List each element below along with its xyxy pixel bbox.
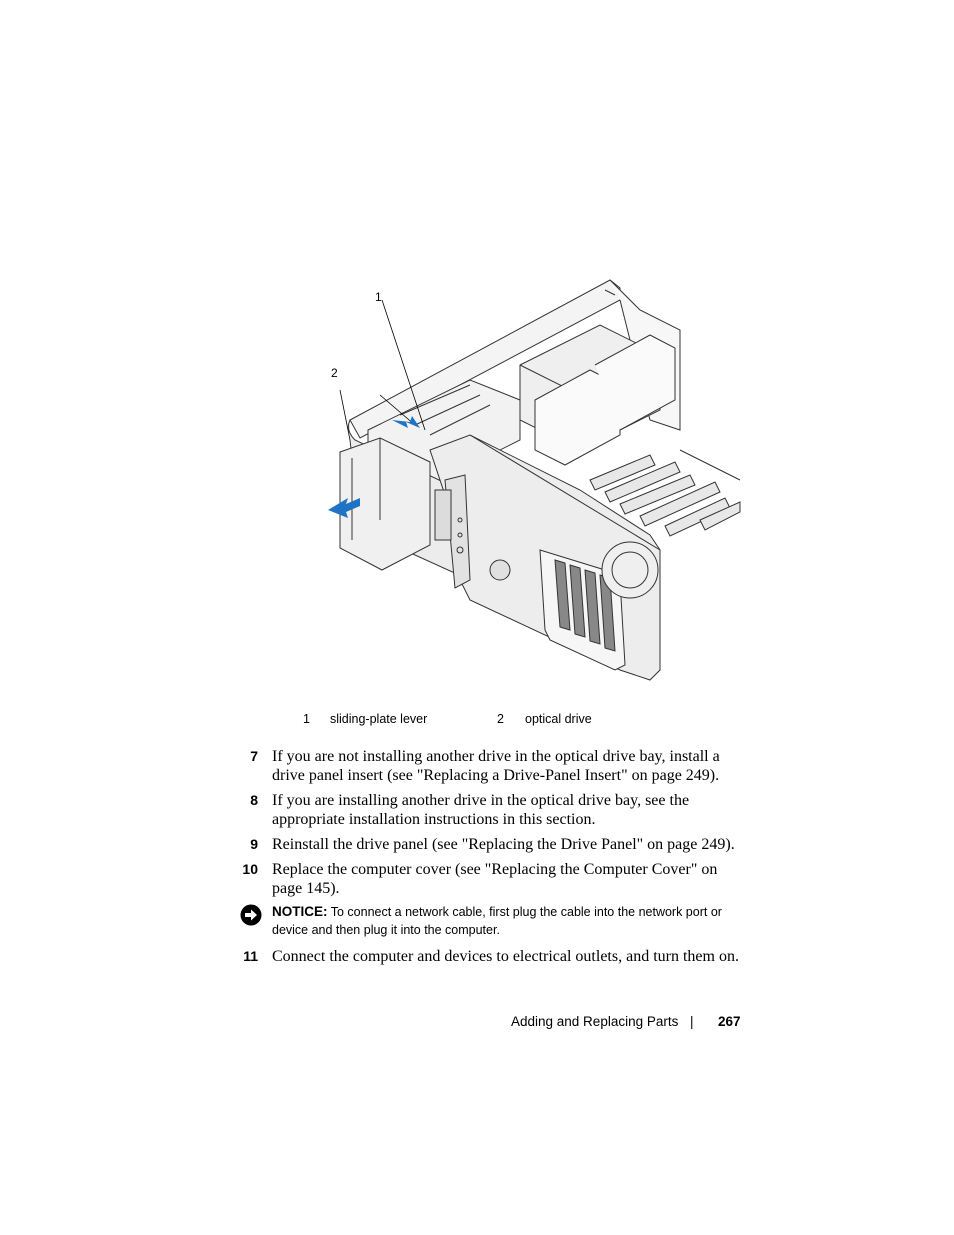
legend-number-1: 1	[303, 712, 310, 726]
footer-section-title: Adding and Replacing Parts	[511, 1014, 679, 1029]
step-number: 11	[243, 948, 258, 964]
step-text: Connect the computer and devices to electrical outlets, and turn them on.	[272, 948, 739, 965]
computer-optical-drive-illustration	[320, 270, 750, 690]
page-number: 267	[718, 1014, 741, 1029]
step-number: 8	[250, 792, 258, 808]
legend-label-2: optical drive	[525, 712, 592, 726]
notice-label: NOTICE:	[272, 904, 328, 919]
step-text: If you are not installing another drive in the optical drive bay, install a drive panel insert (see "Replacing a Drive-Panel Insert" on page 249).	[272, 748, 720, 784]
step-number: 7	[250, 748, 258, 764]
callout-2: 2	[331, 366, 338, 380]
step-text: Reinstall the drive panel (see "Replacing the Drive Panel" on page 249).	[272, 836, 735, 853]
footer-separator: |	[690, 1014, 694, 1029]
step-text: Replace the computer cover (see "Replacing the Computer Cover" on page 145).	[272, 861, 718, 897]
step-number: 9	[250, 836, 258, 852]
notice-arrow-icon	[240, 904, 262, 926]
legend-number-2: 2	[497, 712, 504, 726]
callout-1: 1	[375, 290, 382, 304]
legend-label-1: sliding-plate lever	[330, 712, 428, 726]
notice-text: To connect a network cable, first plug the cable into the network port or device and then plug it into the computer.	[272, 905, 722, 937]
step-number: 10	[242, 861, 258, 877]
step-text: If you are installing another drive in the optical drive bay, see the appropriate installation instructions in this section.	[272, 792, 690, 828]
